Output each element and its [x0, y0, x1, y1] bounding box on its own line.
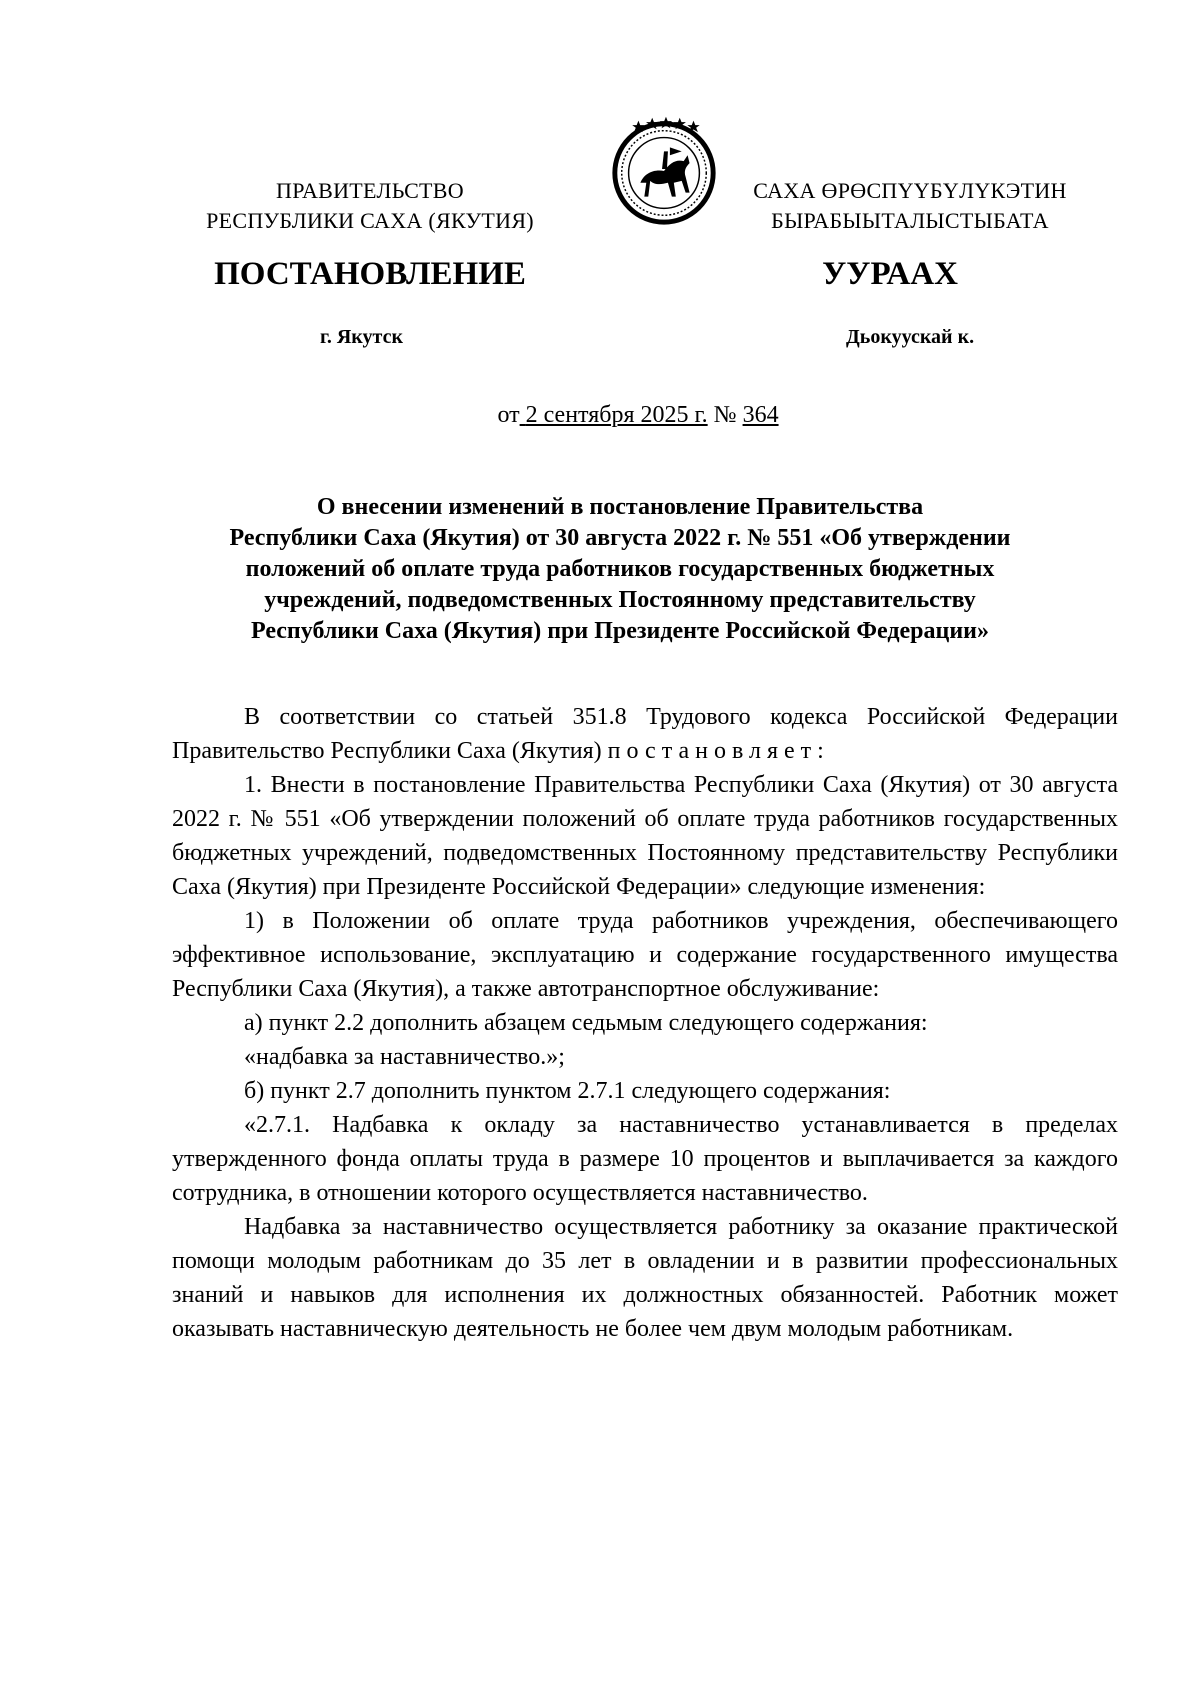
header-government-ru	[160, 176, 580, 236]
title-line: учреждений, подведомственных Постоянному представительству	[264, 587, 976, 613]
document-title	[150, 492, 1090, 647]
dateline-number: 364	[742, 402, 779, 428]
body-paragraph: Надбавка за наставничество осуществляется работнику за оказание практической помощи молодым работникам до 35 лет в овладении и в развитии профессиональных знаний и навыков для исполнения их должностных обязанностей. Работник может оказывать наставническую деятельность не более чем двум молодым работникам.	[172, 1214, 1118, 1342]
title-line: О внесении изменений в постановление Правительства	[316, 494, 924, 520]
title-line: положений об оплате труда работников государственных бюджетных	[245, 556, 995, 582]
coat-of-arms-emblem-icon	[605, 112, 723, 230]
document-body	[172, 700, 1118, 1346]
resolves-word: постановляет:	[607, 738, 830, 764]
header-ru-line1: ПРАВИТЕЛЬСТВО	[276, 178, 464, 203]
city-sah: Дьокуускай к.	[846, 326, 975, 348]
body-paragraph: б) пункт 2.7 дополнить пунктом 2.7.1 следующего содержания:	[244, 1078, 891, 1104]
header-government-sah	[720, 176, 1100, 236]
title-line: Республики Саха (Якутия) при Президенте Российской Федерации»	[250, 618, 990, 644]
dateline-date: 2 сентября 2025 г.	[525, 402, 708, 428]
document-kind-sah: УУРААХ	[822, 256, 958, 292]
body-paragraph: «2.7.1. Надбавка к окладу за наставничество устанавливается в пределах утвержденного фонда оплаты труда в размере 10 процентов и выплачивается за каждого сотрудника, в отношении которого осуществляется наставничество.	[172, 1112, 1118, 1206]
body-paragraph: В соответствии со статьей 351.8 Трудового кодекса Российской Федерации Правительство Республики Саха (Якутия) постановляет:	[172, 704, 1118, 764]
header-ru-line2: РЕСПУБЛИКИ САХА (ЯКУТИЯ)	[206, 208, 534, 233]
title-line: Республики Саха (Якутия) от 30 августа 2022 г. № 551 «Об утверждении	[229, 525, 1011, 551]
city-ru: г. Якутск	[320, 326, 403, 348]
document-dateline	[0, 402, 1200, 429]
body-paragraph: 1) в Положении об оплате труда работников учреждения, обеспечивающего эффективное использование, эксплуатацию и содержание государственного имущества Республики Саха (Якутия), а также автотранспортное обслуживание:	[172, 908, 1118, 1002]
document-kind-ru: ПОСТАНОВЛЕНИЕ	[214, 256, 526, 292]
body-paragraph: «надбавка за наставничество.»;	[244, 1044, 565, 1070]
body-paragraph: 1. Внести в постановление Правительства Республики Саха (Якутия) от 30 августа 2022 г. № 551 «Об утверждении положений об оплате труда работников государственных бюджетных учреждений, подведомственных Постоянному представительству Республики Саха (Якутия) при Президенте Российской Федерации» следующие изменения:	[172, 772, 1118, 900]
header-sah-line1: САХА ӨРӨСПҮҮБҮЛҮКЭТИН	[753, 178, 1067, 203]
header-sah-line2: БЫРАБЫЫТАЛЫСТЫБАТА	[771, 208, 1049, 233]
dateline-number-sign: №	[713, 402, 737, 428]
body-paragraph: а) пункт 2.2 дополнить абзацем седьмым следующего содержания:	[244, 1010, 928, 1036]
dateline-prefix: от	[497, 402, 520, 428]
